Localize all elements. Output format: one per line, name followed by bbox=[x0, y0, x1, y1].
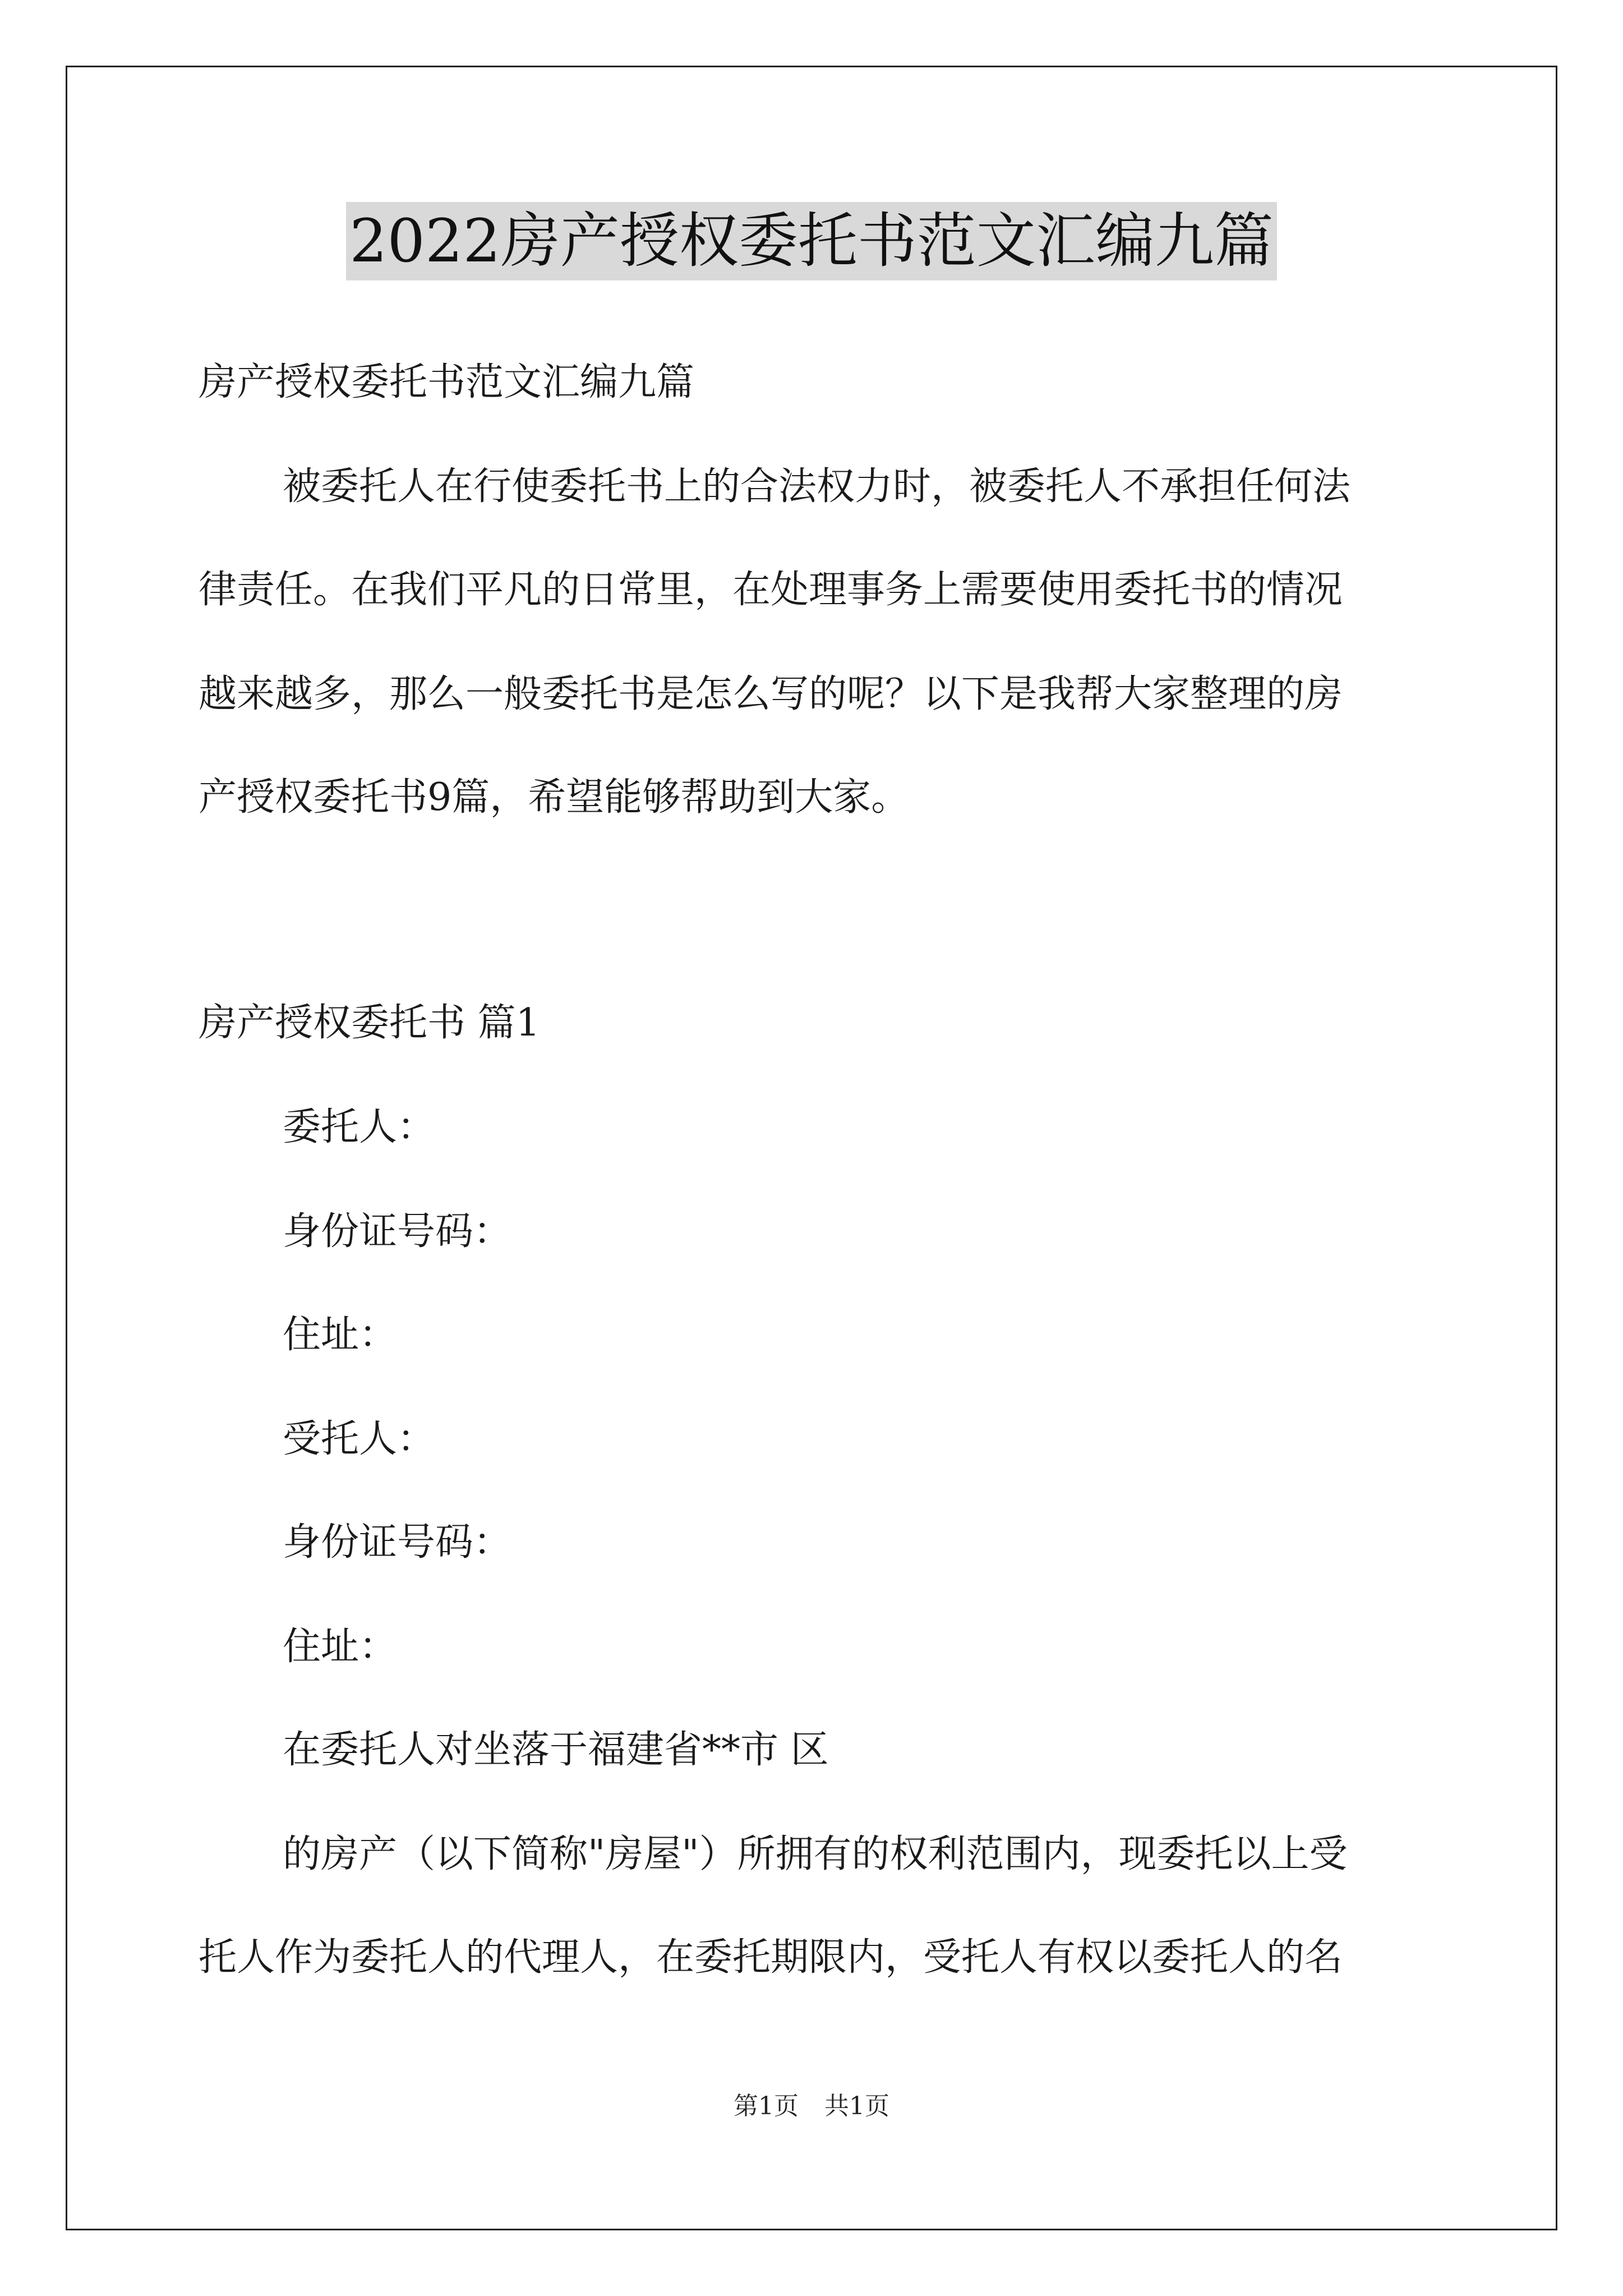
title-container bbox=[0, 202, 1623, 280]
document-subtitle: 房产授权委托书范文汇编九篇 bbox=[199, 360, 695, 404]
field-principal-address: 住址： bbox=[283, 1313, 398, 1357]
intro-line-3: 越来越多，那么一般委托书是怎么写的呢？以下是我帮大家整理的房 bbox=[199, 672, 1343, 716]
intro-line-1: 被委托人在行使委托书上的合法权力时，被委托人不承担任何法 bbox=[283, 464, 1351, 509]
intro-line-4: 产授权委托书9篇，希望能够帮助到大家。 bbox=[199, 775, 910, 820]
field-principal-id: 身份证号码： bbox=[283, 1209, 512, 1254]
body-line-2: 托人作为委托人的代理人，在委托期限内，受托人有权以委托人的名 bbox=[199, 1935, 1343, 1980]
page-number-total: 共1页 bbox=[824, 2092, 889, 2120]
field-principal: 委托人： bbox=[283, 1105, 436, 1149]
field-agent-address: 住址： bbox=[283, 1625, 398, 1669]
document-title: 2022房产授权委托书范文汇编九篇 bbox=[346, 202, 1277, 280]
body-line-1: 的房产（以下简称"房屋"）所拥有的权利范围内，现委托以上受 bbox=[283, 1832, 1348, 1876]
page-footer bbox=[0, 2090, 1623, 2123]
section-heading: 房产授权委托书 篇1 bbox=[199, 1001, 540, 1045]
intro-line-2: 律责任。在我们平凡的日常里，在处理事务上需要使用委托书的情况 bbox=[199, 568, 1343, 612]
location-line: 在委托人对坐落于福建省**市 区 bbox=[283, 1728, 829, 1772]
page-number-current: 第1页 bbox=[734, 2092, 799, 2120]
field-agent-id: 身份证号码： bbox=[283, 1520, 512, 1565]
field-agent: 受托人： bbox=[283, 1417, 436, 1461]
